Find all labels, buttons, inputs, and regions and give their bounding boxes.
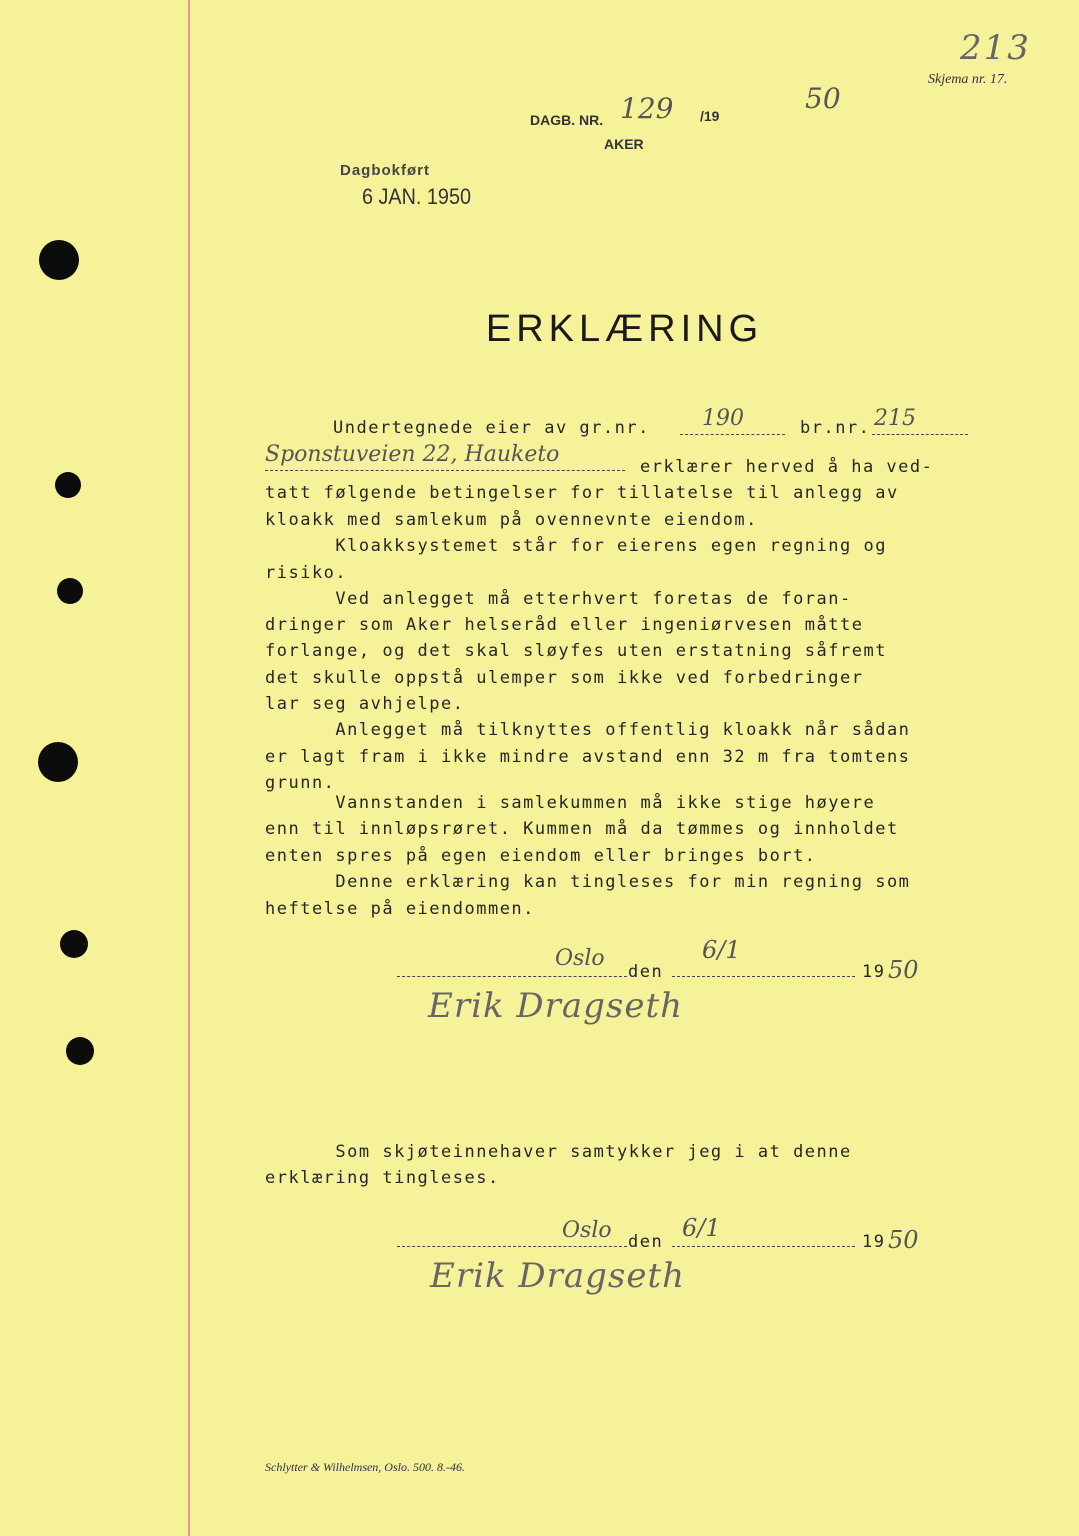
body-line: forlange, og det skal sløyfes uten erstatning såfremt <box>265 641 887 661</box>
body-line: Ved anlegget må etterhvert foretas de foran- <box>265 589 852 609</box>
date-value: 6/1 <box>682 1214 721 1242</box>
body-line: dringer som Aker helseråd eller ingeniørvesen måtte <box>265 615 864 635</box>
body-line: risiko. <box>265 563 348 583</box>
signature: Erik Dragseth <box>430 1256 686 1296</box>
body-line: enn til innløpsrøret. Kummen må da tømmes og innholdet <box>265 819 899 839</box>
printer-imprint: Schlytter & Wilhelmsen, Oslo. 500. 8.-46. <box>265 1460 465 1474</box>
punch-hole <box>66 1037 94 1065</box>
journal-number: 129 <box>620 92 674 125</box>
date-value: 6/1 <box>702 936 741 964</box>
journal-year: 50 <box>805 82 841 115</box>
den-label: den <box>628 962 664 982</box>
address-value: Sponstuveien 22, Hauketo <box>265 442 560 467</box>
signature: Erik Dragseth <box>428 986 684 1026</box>
year-handwritten: 50 <box>888 1226 919 1254</box>
intro-text: Undertegnede eier av gr.nr. <box>333 418 650 438</box>
consent-line: Som skjøteinnehaver samtykker jeg i at denne <box>265 1142 852 1162</box>
journal-year-prefix: /19 <box>700 108 720 124</box>
br-nr-label: br.nr. <box>800 418 871 438</box>
margin-line <box>188 0 190 1536</box>
place-field <box>397 1218 627 1247</box>
form-number: Skjema nr. 17. <box>928 72 1008 87</box>
body-line: tatt følgende betingelser for tillatelse til anlegg av <box>265 483 899 503</box>
body-line: Anlegget må tilknyttes offentlig kloakk når sådan <box>265 720 911 740</box>
year-handwritten: 50 <box>888 956 919 984</box>
body-line: kloakk med samlekum på ovennevnte eiendom. <box>265 510 758 530</box>
place-value: Oslo <box>562 1218 612 1243</box>
body-line: grunn. <box>265 773 336 793</box>
body-line: heftelse på eiendommen. <box>265 899 535 919</box>
punch-hole <box>55 472 81 498</box>
address-field <box>265 442 625 471</box>
year-printed: 19 <box>862 1232 886 1252</box>
body-line: Denne erklæring kan tingleses for min regning som <box>265 872 911 892</box>
punch-hole <box>39 240 79 280</box>
body-line: Vannstanden i samlekummen må ikke stige høyere <box>265 793 876 813</box>
place-value: Oslo <box>555 946 605 971</box>
gr-nr-field <box>680 406 785 435</box>
punch-hole <box>38 742 78 782</box>
body-line: Kloakksystemet står for eierens egen regning og <box>265 536 887 556</box>
date-field <box>672 1214 855 1247</box>
punch-hole <box>60 930 88 958</box>
gr-nr-value: 190 <box>702 406 744 431</box>
body-line: det skulle oppstå ulemper som ikke ved forbedringer <box>265 668 864 688</box>
body-line: lar seg avhjelpe. <box>265 694 465 714</box>
year-printed: 19 <box>862 962 886 982</box>
municipality-stamp: AKER <box>604 136 644 152</box>
date-field <box>672 936 855 977</box>
punch-hole <box>57 578 83 604</box>
den-label: den <box>628 1232 664 1252</box>
page-number: 213 <box>960 28 1031 68</box>
body-line: er lagt fram i ikke mindre avstand enn 32 m fra tomtens <box>265 747 911 767</box>
body-line: erklærer herved å ha ved- <box>640 457 934 477</box>
br-nr-field <box>872 406 968 435</box>
place-field <box>397 946 627 977</box>
body-line: enten spres på egen eiendom eller bringes bort. <box>265 846 817 866</box>
dagbok-stamp: Dagbokført <box>340 162 430 179</box>
dagbok-date: 6 JAN. 1950 <box>362 184 471 209</box>
document-title: ERKLÆRING <box>485 308 764 350</box>
br-nr-value: 215 <box>874 406 916 431</box>
consent-line: erklæring tingleses. <box>265 1168 500 1188</box>
journal-label: DAGB. NR. <box>530 112 604 128</box>
